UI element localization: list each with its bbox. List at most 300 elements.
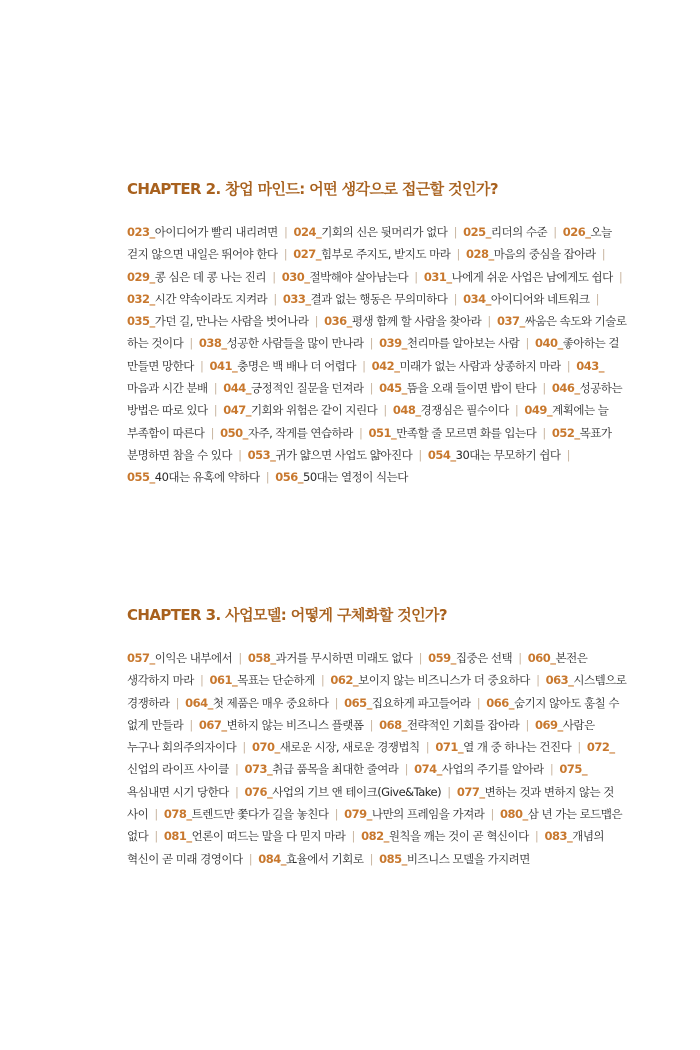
chapter-title: CHAPTER 3. 사업모델: 어떻게 구체화할 것인가?	[127, 606, 448, 624]
entry-number-underscore: _	[574, 381, 580, 396]
entry-separator: |	[418, 651, 422, 665]
entry-number-underscore: _	[383, 829, 389, 844]
toc-entry	[127, 651, 232, 665]
entry-number-underscore: _	[485, 291, 491, 306]
entry-separator: |	[358, 425, 363, 440]
entry-number: 075	[559, 762, 582, 777]
entry-title: 귀가 얇으면 사업도 얇아진다	[275, 447, 413, 462]
entry-number-underscore: _	[270, 447, 276, 462]
entry-number: 031	[423, 269, 447, 284]
entry-number: 056	[275, 470, 298, 485]
entry-number-underscore: _	[245, 403, 252, 418]
entry-number: 035	[127, 314, 150, 329]
toc-entry	[283, 292, 448, 306]
toc-entry	[199, 718, 364, 732]
entry-title: 첫 제품은 매우 중요하다	[212, 695, 329, 710]
entry-separator: |	[351, 829, 355, 844]
entry-title: 50대는 열정이 식는다	[303, 470, 408, 485]
entry-separator: |	[514, 403, 519, 418]
entry-number-underscore: _	[488, 247, 494, 262]
toc-entry	[127, 470, 260, 484]
entry-title: 삼 년 가는 로드맵은 없다	[127, 807, 623, 844]
toc-entry	[258, 852, 363, 866]
entry-number-underscore: _	[352, 673, 359, 688]
entry-number: 039	[379, 336, 402, 351]
entry-separator: |	[577, 740, 581, 755]
toc-entry	[344, 807, 484, 821]
entry-number: 046	[551, 381, 575, 396]
entry-number-underscore: _	[207, 695, 213, 710]
entry-number-underscore: _	[391, 425, 397, 440]
toc-entry	[223, 403, 377, 417]
toc-entry	[244, 785, 441, 799]
entry-number-underscore: _	[149, 470, 155, 485]
entry-separator: |	[238, 447, 242, 462]
entry-number-underscore: _	[519, 314, 525, 329]
entry-number-underscore: _	[557, 717, 563, 732]
entry-separator: |	[618, 269, 623, 284]
entry-number: 060	[527, 651, 551, 665]
entry-number: 045	[379, 381, 402, 396]
entry-title: 마음의 중심을 잡아라	[493, 247, 596, 262]
entry-separator: |	[566, 358, 571, 373]
entry-number: 037	[496, 314, 520, 329]
entry-separator: |	[242, 740, 246, 755]
entry-title: 전략적인 기회를 잡아라	[406, 717, 520, 732]
entry-number-underscore: _	[242, 425, 248, 440]
entry-number: 077	[456, 784, 480, 799]
entry-separator: |	[425, 740, 430, 755]
entry-number-underscore: _	[450, 447, 456, 462]
entry-title: 새로운 시장, 새로운 경쟁법칙	[279, 740, 420, 755]
entry-number-underscore: _	[149, 225, 155, 239]
entry-separator: |	[189, 717, 193, 732]
entry-number: 030	[281, 269, 305, 284]
entry-separator: |	[369, 381, 373, 396]
entry-separator: |	[334, 695, 338, 710]
toc-entry	[379, 852, 530, 866]
entry-number-underscore: _	[232, 673, 238, 688]
entry-number: 074	[414, 762, 437, 777]
entry-separator: |	[283, 247, 288, 262]
entry-title: 본전은 생각하지 마라	[127, 651, 588, 688]
toc-entry	[393, 403, 509, 417]
entry-number: 064	[185, 695, 208, 710]
entry-number: 058	[247, 651, 271, 665]
entry-title: 시간 약속이라도 지켜라	[154, 291, 268, 306]
toc-entry	[463, 225, 547, 239]
chapter-title: CHAPTER 2. 창업 마인드: 어떤 생각으로 접근할 것인가?	[127, 180, 498, 198]
entry-number: 034	[463, 291, 486, 306]
entry-number: 063	[545, 673, 569, 688]
toc-entry	[293, 225, 447, 239]
entry-number-underscore: _	[186, 829, 192, 844]
entry-title: 리더의 수준	[490, 225, 548, 239]
entry-title: 기회의 신은 뒷머리가 없다	[321, 225, 448, 239]
entry-number-underscore: _	[508, 695, 514, 710]
entry-title: 사업의 기브 앤 테이크(Give&Take)	[272, 784, 442, 799]
toc-entry	[293, 247, 450, 261]
entry-number-underscore: _	[446, 269, 452, 284]
entry-number-underscore: _	[485, 225, 491, 239]
entry-title: 경쟁심은 필수이다	[420, 403, 509, 418]
entry-separator: |	[404, 762, 408, 777]
entry-separator: |	[525, 717, 529, 732]
entry-title: 절박해야 살아남는다	[309, 269, 409, 284]
entry-number: 072	[586, 740, 610, 755]
entry-number-underscore: _	[415, 403, 421, 418]
entry-number: 078	[163, 807, 187, 822]
entry-title: 마음과 시간 분배	[127, 381, 208, 396]
entry-title: 보이지 않는 비즈니스가 더 중요하다	[358, 673, 530, 688]
entry-separator: |	[566, 447, 570, 462]
entry-number: 051	[368, 425, 392, 440]
toc-entry	[466, 247, 596, 261]
entry-number: 038	[198, 336, 222, 351]
entry-number: 053	[247, 447, 271, 462]
entry-number: 083	[544, 829, 567, 844]
entry-title: 평생 함께 할 사람을 찾아라	[351, 314, 482, 329]
entry-title: 계획에는 늘 부족함이 따른다	[127, 403, 609, 440]
entry-title: 싸움은 속도와 기술로 하는 것이다	[127, 314, 627, 351]
entry-title: 변하지 않는 비즈니스 플랫폼	[226, 717, 364, 732]
entry-title: 미래가 없는 사람과 상종하지 마라	[399, 358, 561, 373]
entry-number-underscore: _	[366, 695, 372, 710]
entry-title: 신업의 라이프 사이클	[127, 762, 229, 777]
entry-title: 욕심내면 시기 당한다	[127, 784, 229, 799]
entry-number-underscore: _	[401, 381, 407, 396]
entry-number-underscore: _	[557, 336, 563, 351]
entry-number: 055	[127, 470, 150, 485]
entry-separator: |	[383, 403, 387, 418]
toc-entry	[275, 470, 408, 484]
entry-number-underscore: _	[304, 269, 310, 284]
entry-number: 023	[127, 225, 150, 239]
entry-number-underscore: _	[346, 314, 352, 329]
entry-separator: |	[175, 695, 179, 710]
entry-number: 085	[379, 851, 402, 866]
entry-title: 성공하는 방법은 따로 있다	[127, 381, 623, 418]
entry-number: 065	[344, 695, 367, 710]
toc-entry	[248, 651, 413, 665]
toc-entry	[282, 270, 408, 284]
entry-separator: |	[476, 695, 481, 710]
entry-number: 027	[293, 247, 316, 262]
entry-title: 목표는 단순하게	[237, 673, 315, 688]
entry-title: 숨기지 않아도 훔칠 수 없게 만들라	[127, 695, 619, 732]
entry-separator: |	[418, 447, 422, 462]
entry-number: 029	[127, 269, 150, 284]
entry-separator: |	[525, 336, 529, 351]
entry-title: 변하는 것과 변하지 않는 것 사이	[127, 784, 614, 822]
entry-number-underscore: _	[450, 651, 456, 665]
entry-number: 070	[251, 740, 275, 755]
entry-number-underscore: _	[401, 336, 407, 351]
entry-number: 036	[324, 314, 347, 329]
entry-title: 아이디어가 빨리 내리려면	[154, 225, 278, 239]
entry-title: 개념의 혁신이 곧 미래 경영이다	[127, 829, 605, 866]
entry-title: 과거를 무시하면 미래도 없다	[275, 651, 413, 665]
entry-number-underscore: _	[149, 269, 155, 284]
entry-title: 나에게 쉬운 사업은 남에게도 쉽다	[451, 269, 613, 284]
entry-title: 사업의 주기를 알아라	[441, 762, 544, 777]
entry-number-underscore: _	[609, 740, 615, 755]
entry-separator: |	[189, 336, 193, 351]
entry-separator: |	[154, 807, 158, 822]
toc-entry	[185, 696, 328, 710]
entry-number-underscore: _	[550, 651, 556, 665]
entry-title: 집요하게 파고들어라	[371, 695, 471, 710]
toc-entry	[379, 336, 519, 350]
entry-number-underscore: _	[581, 762, 588, 777]
entry-title: 30대는 무모하기 쉽다	[455, 447, 561, 462]
toc-entry	[127, 292, 267, 306]
toc-entry	[164, 807, 329, 821]
entry-number: 054	[427, 447, 451, 462]
entry-title: 결과 없는 행동은 무의미하다	[310, 291, 448, 306]
entry-separator: |	[213, 381, 218, 396]
toc-list	[127, 647, 627, 870]
entry-title: 취급 품목을 최대한 줄여라	[272, 762, 399, 777]
toc-entry	[220, 426, 353, 440]
entry-separator: |	[542, 381, 546, 396]
entry-number-underscore: _	[401, 717, 407, 732]
entry-title: 가던 길, 만나는 사람을 벗어나라	[154, 314, 309, 329]
entry-title: 시스템으로 경쟁하라	[127, 673, 627, 710]
entry-number: 032	[127, 291, 150, 306]
toc-entry	[199, 336, 364, 350]
entry-separator: |	[542, 425, 546, 440]
toc-entry	[223, 381, 363, 395]
entry-number: 071	[435, 740, 458, 755]
toc-entry	[428, 651, 512, 665]
entry-number: 076	[244, 784, 267, 799]
entry-number-underscore: _	[366, 807, 372, 822]
entry-number: 049	[524, 403, 547, 418]
entry-separator: |	[369, 851, 373, 866]
entry-separator: |	[369, 336, 373, 351]
entry-number: 061	[209, 673, 233, 688]
entry-number-underscore: _	[297, 470, 304, 485]
toc-entry	[428, 448, 561, 462]
entry-number-underscore: _	[436, 762, 442, 777]
toc-entry	[330, 673, 530, 687]
entry-separator: |	[273, 291, 277, 306]
entry-number: 067	[198, 717, 222, 732]
entry-separator: |	[234, 784, 239, 799]
entry-number: 081	[163, 829, 187, 844]
entry-title: 이익은 내부에서	[154, 651, 233, 665]
entry-separator: |	[199, 673, 204, 688]
entry-title: 만족할 줄 모르면 화를 입는다	[396, 425, 537, 440]
toc-entry	[244, 762, 398, 776]
entry-separator: |	[199, 358, 204, 373]
entry-separator: |	[453, 225, 457, 239]
entry-number: 066	[486, 695, 509, 710]
chapter-2-section	[127, 178, 627, 489]
entry-separator: |	[447, 784, 451, 799]
entry-number: 059	[428, 651, 451, 665]
entry-separator: |	[549, 762, 554, 777]
entry-number: 041	[209, 358, 233, 373]
entry-separator: |	[369, 717, 373, 732]
entry-number-underscore: _	[315, 247, 321, 262]
entry-number-underscore: _	[267, 762, 273, 777]
entry-title: 아이디어와 네트워크	[490, 291, 590, 306]
toc-entry	[414, 762, 544, 776]
entry-number: 068	[379, 717, 402, 732]
entry-title: 콩 심은 데 콩 나는 진리	[154, 269, 267, 284]
entry-title: 언론이 떠드는 말을 다 믿지 마라	[191, 829, 346, 844]
entry-number-underscore: _	[221, 336, 227, 351]
entry-number-underscore: _	[305, 291, 311, 306]
toc-entry	[344, 696, 470, 710]
entry-number-underscore: _	[568, 673, 574, 688]
entry-number: 079	[344, 807, 367, 822]
entry-separator: |	[314, 314, 318, 329]
entry-title: 자주, 작게를 연습하라	[247, 425, 353, 440]
entry-title: 긍정적인 질문을 던져라	[251, 381, 364, 396]
entry-separator: |	[490, 807, 494, 822]
entry-separator: |	[414, 269, 418, 284]
entry-title: 나만의 프레임을 가져라	[371, 807, 485, 822]
entry-number-underscore: _	[401, 851, 407, 866]
entry-separator: |	[601, 247, 606, 262]
toc-entry	[164, 829, 345, 843]
entry-separator: |	[272, 269, 276, 284]
entry-number-underscore: _	[280, 851, 287, 866]
entry-number-underscore: _	[245, 381, 252, 396]
toc-entry	[372, 359, 561, 373]
entry-number: 025	[463, 225, 486, 239]
toc-entry	[379, 381, 536, 395]
toc-entry	[210, 673, 315, 687]
entry-title: 좋아하는 걸 만들면 망한다	[127, 336, 619, 373]
entry-title: 기회와 위험은 같이 지린다	[251, 403, 378, 418]
toc-entry	[435, 740, 571, 754]
toc-entry	[369, 426, 537, 440]
entry-separator: |	[238, 651, 242, 665]
toc-entry	[127, 225, 278, 239]
entry-number-underscore: _	[232, 358, 238, 373]
entry-number-underscore: _	[149, 651, 155, 665]
toc-entry	[424, 270, 613, 284]
entry-separator: |	[248, 851, 253, 866]
entry-title: 트렌드만 쫓다가 길을 놓친다	[191, 807, 329, 822]
entry-title: 천리마를 알아보는 사람	[406, 336, 520, 351]
entry-title: 충명은 백 배나 더 어렵다	[237, 358, 356, 373]
entry-number-underscore: _	[394, 358, 400, 373]
entry-number-underscore: _	[546, 403, 553, 418]
entry-number: 043	[576, 358, 599, 373]
entry-number: 050	[220, 425, 243, 440]
entry-number-underscore: _	[274, 740, 280, 755]
entry-separator: |	[453, 291, 457, 306]
entry-number-underscore: _	[457, 740, 464, 755]
entry-title: 열 개 중 하나는 건진다	[463, 740, 572, 755]
entry-separator: |	[320, 673, 325, 688]
entry-number-underscore: _	[585, 225, 591, 239]
toc-entry	[463, 292, 589, 306]
entry-title: 비즈니스 모델을 가지려면	[406, 851, 530, 866]
entry-separator: |	[553, 225, 557, 239]
toc-entry	[127, 314, 308, 328]
entry-number-underscore: _	[315, 225, 322, 239]
entry-number: 069	[534, 717, 558, 732]
toc-entry	[324, 314, 481, 328]
entry-number-underscore: _	[267, 784, 273, 799]
entry-separator: |	[213, 403, 218, 418]
entry-title: 성공한 사람들을 많이 만나라	[226, 336, 364, 351]
entry-number: 073	[244, 762, 267, 777]
entry-separator: |	[362, 358, 366, 373]
entry-number: 042	[371, 358, 395, 373]
entry-separator: |	[456, 247, 460, 262]
entry-number-underscore: _	[566, 829, 573, 844]
entry-number: 062	[330, 673, 353, 688]
entry-number-underscore: _	[270, 651, 276, 665]
entry-separator: |	[518, 651, 522, 665]
toc-entry	[248, 448, 413, 462]
entry-number: 052	[551, 425, 575, 440]
entry-number: 057	[127, 651, 150, 665]
entry-number: 082	[361, 829, 384, 844]
entry-number: 044	[223, 381, 246, 396]
entry-number-underscore: _	[574, 425, 580, 440]
entry-number-underscore: _	[479, 784, 485, 799]
entry-separator: |	[487, 314, 491, 329]
entry-number: 084	[258, 851, 281, 866]
entry-title: 오늘 걷지 않으면 내일은 뛰어야 한다	[127, 225, 612, 262]
entry-separator: |	[210, 425, 214, 440]
entry-number: 047	[223, 403, 246, 418]
entry-number: 080	[500, 807, 523, 822]
entry-separator: |	[234, 762, 239, 777]
entry-number: 048	[392, 403, 416, 418]
toc-entry	[127, 270, 266, 284]
entry-title: 목표가 분명하면 참을 수 있다	[127, 425, 612, 462]
entry-number-underscore: _	[598, 358, 605, 373]
entry-separator: |	[334, 807, 338, 822]
entry-title: 효율에서 기회로	[286, 851, 364, 866]
entry-title: 집중은 선택	[455, 651, 513, 665]
entry-number-underscore: _	[221, 717, 227, 732]
toc-list	[127, 221, 627, 489]
chapter-3-section	[127, 604, 627, 870]
entry-number-underscore: _	[149, 314, 155, 329]
toc-entry	[379, 718, 519, 732]
entry-separator: |	[534, 829, 539, 844]
entry-title: 힘부로 주지도, 받지도 마라	[321, 247, 451, 262]
entry-number-underscore: _	[522, 807, 528, 822]
entry-number: 033	[282, 291, 306, 306]
entry-number: 040	[534, 336, 558, 351]
entry-separator: |	[595, 291, 600, 306]
toc-entry	[252, 740, 420, 754]
entry-separator: |	[265, 470, 270, 485]
toc-entry	[361, 829, 529, 843]
entry-number: 024	[293, 225, 316, 239]
entry-separator: |	[154, 829, 158, 844]
entry-number-underscore: _	[186, 807, 192, 822]
entry-title: 원칙을 깨는 것이 곧 혁신이다	[388, 829, 529, 844]
entry-number: 026	[562, 225, 586, 239]
entry-number: 028	[466, 247, 489, 262]
entry-separator: |	[283, 225, 288, 239]
entry-title: 뜸을 오래 들이면 밥이 탄다	[406, 381, 537, 396]
entry-number-underscore: _	[149, 291, 155, 306]
entry-separator: |	[536, 673, 540, 688]
